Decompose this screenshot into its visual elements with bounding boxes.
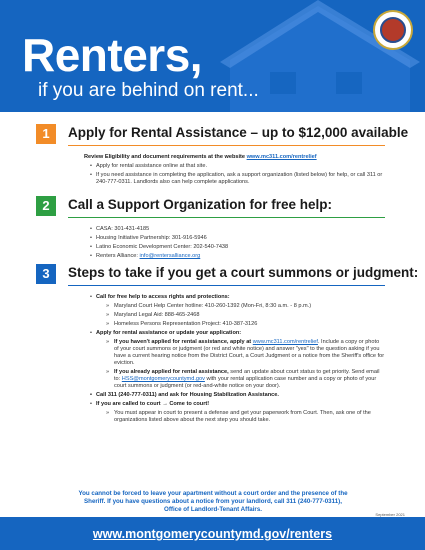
list-item: » Homeless Persons Representation Project: 410-387-3126 — [106, 321, 385, 328]
list-item — [90, 253, 385, 260]
page-title: Renters, — [22, 29, 203, 81]
list-item: • Housing Initiative Partnership: 301-916-5946 — [90, 235, 385, 242]
rentrelief-link[interactable]: www.mc311.com/rentrelief — [252, 339, 318, 345]
footer-banner — [0, 517, 425, 550]
section-court-steps — [40, 264, 419, 426]
section-divider — [68, 217, 385, 219]
apply-update-detail: send an update about court status to get priority. Send email to: — [114, 369, 380, 382]
eviction-notice: You cannot be forced to leave your apartment without a court order and the presence of the Sheriff. If you have questions about a notice from your landlord, call 311 (240-777-0311), Office of Landlord-Tenant Affairs. — [78, 490, 348, 513]
section-divider — [68, 285, 385, 287]
apply-update-detail-2: with your rental application case number and a copy or photo of your court summons or judgment (or red-and-white notice on your door). — [114, 376, 377, 389]
apply-label: Apply for rental assistance or update your application: — [96, 330, 242, 336]
list-item: » You must appear in court to present a defense and get your paperwork from Court. Then, ask one of the organizations listed above about the next step you should take. — [106, 410, 385, 424]
apply-update-text: If you already applied for rental assistance, — [114, 369, 229, 375]
section-rental-assistance — [40, 124, 409, 188]
call-311-item: • Call 311 (240-777-0311) and ask for Housing Stabilization Assistance. — [90, 392, 385, 399]
list-item: • If you need assistance in completing the application, ask a support organization (listed below) for help, or call 311 or 240-777-0311. Landlords also can help complete applications. — [90, 172, 385, 186]
section-number-badge: 2 — [36, 196, 56, 216]
header-banner — [0, 0, 425, 112]
hss-email-link[interactable]: HSS@montgomerycountymd.gov — [121, 376, 205, 382]
county-seal-icon — [373, 10, 413, 50]
rentrelief-link[interactable]: www.mc311.com/rentrelief — [246, 154, 317, 160]
eligibility-text: Review Eligibility and document requirements at the website — [84, 154, 246, 160]
section-support-organizations — [40, 196, 385, 262]
page-subtitle: if you are behind on rent... — [38, 80, 259, 101]
renters-alliance-email-link[interactable]: info@rentersalliance.org — [139, 253, 201, 259]
section-number-badge: 3 — [36, 264, 56, 284]
court-label: If you are called to court → Come to court! — [96, 401, 210, 407]
section-title: Call a Support Organization for free help: — [68, 197, 333, 212]
list-item: • CASA: 301-431-4185 — [90, 226, 385, 233]
publish-date: September 2021 — [375, 512, 405, 517]
renters-website-link[interactable]: www.montgomerycountymd.gov/renters — [92, 527, 333, 541]
list-item: » Maryland Court Help Center hotline: 410-260-1392 (Mon-Fri, 8:30 a.m. - 8 p.m.) — [106, 303, 385, 310]
section-number-badge: 1 — [36, 124, 56, 144]
list-item: • Latino Economic Development Center: 202-540-7438 — [90, 244, 385, 251]
list-item: • Apply for rental assistance online at that site. — [90, 163, 385, 170]
list-item-label: Renters Alliance: — [96, 253, 138, 259]
call-help-label: Call for free help to access rights and protections: — [96, 294, 230, 300]
apply-new-detail: . Include a copy or photo of your court summons or judgment (or red and white notice) and answer "yes" to the question asking if you have a current hearing notice from the District Court, a Court Judgment or a notice from the Sheriff's office for eviction. — [114, 339, 385, 366]
section-divider — [68, 145, 385, 147]
section-title: Steps to take if you get a court summons or judgment: — [68, 265, 419, 280]
apply-new-text: If you haven't applied for rental assistance, apply at — [114, 339, 252, 345]
list-item: » Maryland Legal Aid: 888-465-2468 — [106, 312, 385, 319]
section-title: Apply for Rental Assistance – up to $12,000 available — [68, 125, 409, 140]
